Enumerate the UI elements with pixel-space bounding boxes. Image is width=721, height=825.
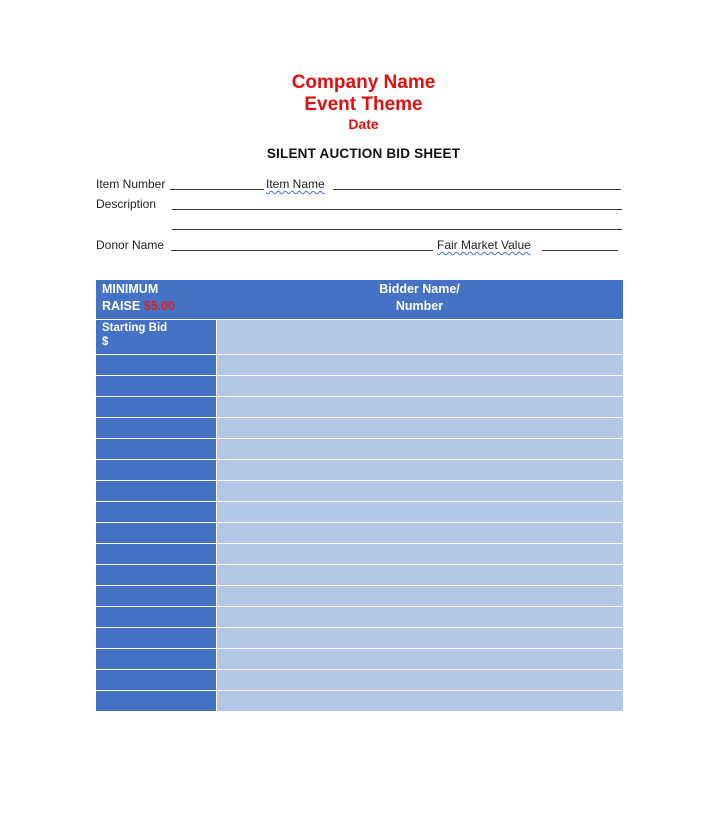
bidder-cell[interactable] xyxy=(216,481,623,501)
item-number-line[interactable] xyxy=(170,189,264,190)
table-header-row xyxy=(96,280,623,319)
raise-line xyxy=(102,298,175,315)
bidder-cell[interactable] xyxy=(216,628,623,648)
table-row xyxy=(96,690,623,711)
table-row xyxy=(96,396,623,417)
bidder-cell[interactable] xyxy=(216,460,623,480)
table-row xyxy=(96,669,623,690)
bidder-cell[interactable] xyxy=(216,320,623,354)
bidder-cell[interactable] xyxy=(216,586,623,606)
bid-amount-cell[interactable] xyxy=(96,439,216,459)
bidder-cell[interactable] xyxy=(216,439,623,459)
bidder-cell[interactable] xyxy=(216,355,623,375)
bidder-cell[interactable] xyxy=(216,397,623,417)
table-row xyxy=(96,501,623,522)
donor-name-line[interactable] xyxy=(171,250,433,251)
raise-amount: $5.00 xyxy=(143,299,175,313)
table-row xyxy=(96,564,623,585)
bid-amount-cell[interactable] xyxy=(96,481,216,501)
fair-market-value-label xyxy=(437,238,531,252)
table-row xyxy=(96,606,623,627)
bidder-cell[interactable] xyxy=(216,418,623,438)
bidder-cell[interactable] xyxy=(216,670,623,690)
item-number-label: Item Number xyxy=(96,177,166,191)
bidder-name-label: Bidder Name/ xyxy=(379,282,460,296)
item-name-label xyxy=(266,177,325,191)
table-row xyxy=(96,375,623,396)
blank-rows xyxy=(96,354,623,711)
starting-bid xyxy=(102,321,167,349)
bid-amount-cell[interactable] xyxy=(96,586,216,606)
bid-amount-cell[interactable] xyxy=(96,397,216,417)
bid-amount-cell[interactable] xyxy=(96,670,216,690)
minimum-label: MINIMUM xyxy=(102,282,159,296)
description-line-2[interactable] xyxy=(172,229,622,230)
sheet-title: SILENT AUCTION BID SHEET xyxy=(266,146,461,161)
bid-amount-cell[interactable] xyxy=(96,649,216,669)
bidder-cell[interactable] xyxy=(216,544,623,564)
bid-amount-cell[interactable] xyxy=(96,544,216,564)
item-name-line[interactable] xyxy=(333,189,621,190)
bid-amount-cell[interactable] xyxy=(96,565,216,585)
minimum-raise-header xyxy=(102,281,175,315)
bid-amount-cell[interactable] xyxy=(96,523,216,543)
table-row xyxy=(96,459,623,480)
bid-table xyxy=(96,280,623,711)
bidder-cell[interactable] xyxy=(216,523,623,543)
bidder-cell[interactable] xyxy=(216,502,623,522)
bidder-cell[interactable] xyxy=(216,649,623,669)
starting-bid-symbol: $ xyxy=(102,336,109,348)
table-row xyxy=(96,438,623,459)
fair-market-value-line[interactable] xyxy=(542,250,618,251)
table-row xyxy=(96,585,623,606)
description-label: Description xyxy=(96,197,157,211)
bidder-number-label: Number xyxy=(395,299,444,313)
bid-amount-cell[interactable] xyxy=(96,355,216,375)
fair-market-value-text: Fair Market Value xyxy=(437,238,531,252)
table-row xyxy=(96,543,623,564)
bid-amount-cell[interactable] xyxy=(96,320,216,354)
table-row xyxy=(96,354,623,375)
table-row xyxy=(96,648,623,669)
table-row xyxy=(96,522,623,543)
starting-bid-label: Starting Bid xyxy=(102,322,168,334)
table-row xyxy=(96,319,623,354)
table-row xyxy=(96,417,623,438)
table-row xyxy=(96,480,623,501)
item-name-label-text: Item Name xyxy=(266,177,325,191)
bidder-cell[interactable] xyxy=(216,376,623,396)
bid-amount-cell[interactable] xyxy=(96,607,216,627)
event-theme: Event Theme xyxy=(304,94,423,115)
event-date: Date xyxy=(348,116,379,132)
donor-name-label: Donor Name xyxy=(96,238,165,252)
bidder-cell[interactable] xyxy=(216,691,623,711)
bid-amount-cell[interactable] xyxy=(96,502,216,522)
bidder-cell[interactable] xyxy=(216,607,623,627)
bid-amount-cell[interactable] xyxy=(96,418,216,438)
bid-amount-cell[interactable] xyxy=(96,691,216,711)
description-line-1[interactable] xyxy=(172,209,622,210)
bid-amount-cell[interactable] xyxy=(96,628,216,648)
company-name: Company Name xyxy=(291,72,436,93)
bidder-cell[interactable] xyxy=(216,565,623,585)
bid-amount-cell[interactable] xyxy=(96,376,216,396)
raise-label: RAISE xyxy=(102,299,141,313)
bidder-name-header xyxy=(216,281,623,315)
bid-amount-cell[interactable] xyxy=(96,460,216,480)
table-row xyxy=(96,627,623,648)
